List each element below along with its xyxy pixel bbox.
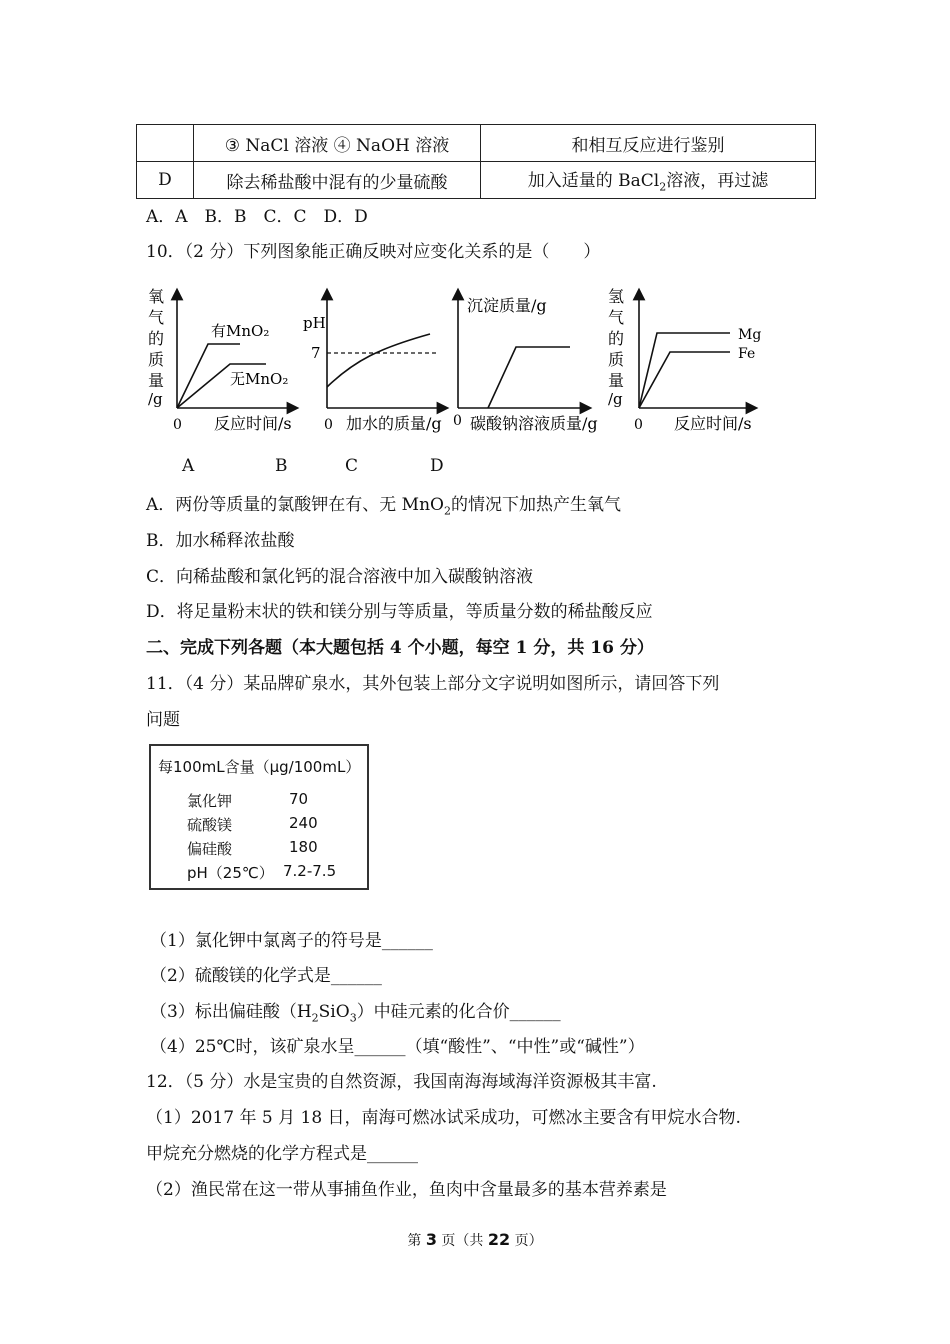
graph-b-xlabel: 加水的质量/g [346,414,442,433]
graph-a-ylabel: /g [148,390,163,408]
graph-c-ylabel: 沉淀质量/g [467,296,547,315]
graph-b [303,294,443,433]
table-row [137,125,816,162]
graph-c [453,294,598,433]
graph-b-origin: 0 [324,417,333,433]
graph-letter-a: A [182,456,195,476]
section-heading: 二、完成下列各题（本大题包括 4 个小题，每空 1 分，共 16 分） [146,638,654,658]
graph-letter-b: B [275,456,288,476]
graph-a-ylabel: 的 [148,329,165,348]
graph-d-xlabel: 反应时间/s [674,414,752,433]
table-cell: D [137,162,194,199]
water-label [149,744,369,890]
graph-a-ylabel: 质 [148,350,165,369]
graph-letter-c: C [345,456,359,476]
water-label-name: 氯化钾 [187,792,233,810]
graph-d-ylabel: 氢 [608,287,625,306]
graph-d-ylabel: /g [608,390,623,408]
q12-sub1: （1）2017 年 5 月 18 日，南海可燃冰试采成功，可燃冰主要含有甲烷水合物. [146,1108,741,1128]
graph-a-xlabel: 反应时间/s [214,414,292,433]
graph-b-curve [327,334,430,387]
q10-stem: 10．（2 分）下列图象能正确反映对应变化关系的是（ ） [146,242,601,262]
q12-stem: 12．（5 分）水是宝贵的自然资源，我国南海海域海洋资源极其丰富. [146,1072,657,1092]
graph-a-label-without: 无MnO₂ [230,370,289,388]
q11-stem: 11．（4 分）某品牌矿泉水，其外包装上部分文字说明如图所示，请回答下列 [146,674,720,694]
graph-d-label-mg: Mg [738,327,762,343]
q10-option-d: D．将足量粉末状的铁和镁分别与等质量，等质量分数的稀盐酸反应 [146,602,653,622]
q10-option-b: B．加水稀释浓盐酸 [146,531,295,551]
water-label-name: pH（25℃） [187,864,274,882]
table-cell [137,125,194,162]
water-label-value: 180 [289,838,318,856]
graph-b-ref-label: 7 [311,344,321,362]
water-label-value: 240 [289,814,318,832]
graph-a-ylabel: 气 [148,308,165,327]
graph-d-ylabel: 质 [608,350,625,369]
water-label-value: 70 [289,790,309,808]
graph-c-origin: 0 [453,413,462,429]
graph-d [608,287,761,433]
q11-sub2: （2）硫酸镁的化学式是______ [150,966,382,986]
graph-d-curve-mg [639,333,730,408]
graph-a-origin: 0 [173,417,182,433]
q11-sub1: （1）氯化钾中氯离子的符号是______ [150,931,433,951]
graph-d-label-fe: Fe [738,346,756,362]
graph-d-ylabel: 气 [608,308,625,327]
water-label-name: 硫酸镁 [187,816,233,834]
table-row [137,162,816,199]
graph-a-label-with: 有MnO₂ [211,322,270,340]
graph-d-ylabel: 的 [608,329,625,348]
graph-b-ylabel: pH [303,314,326,332]
q10-option-c: C．向稀盐酸和氯化钙的混合溶液中加入碳酸钠溶液 [146,567,534,587]
graph-a-ylabel: 氧 [148,287,165,306]
q10-option-a: A．两份等质量的氯酸钾在有、无 MnO$_2$的情况下加热产生氧气 [146,495,621,518]
q10-graphs [140,280,780,440]
water-label-name: 偏硅酸 [187,840,233,858]
water-label-header: 每100mL含量（μg/100mL） [158,758,361,776]
graph-c-curve [488,347,570,408]
table-cell: 除去稀盐酸中混有的少量硫酸 [194,162,481,199]
graph-a [148,287,293,433]
q12-sub1-cont: 甲烷充分燃烧的化学方程式是______ [146,1144,418,1164]
page-total: 22 [487,1230,511,1249]
graph-d-ylabel: 量 [608,371,625,390]
q11-sub3: （3）标出偏硅酸$(H_2SiO_3)$中硅元素的化合价______ [150,1002,561,1025]
table-cell: 加入适量的 BaCl$_2$溶液，再过滤 [481,162,816,199]
table-cell: ③ NaCl 溶液 ④ NaOH 溶液 [194,125,481,162]
page-number: 3 [425,1230,437,1249]
water-label-value: 7.2-7.5 [283,862,337,880]
q11-sub4: （4）25℃时，该矿泉水呈______（填“酸性”、“中性”或“碱性”） [150,1037,645,1057]
graph-d-curve-fe [639,352,730,408]
page-footer: 第 3 页（共 22 页） [407,1230,543,1249]
graph-letter-d: D [430,456,444,476]
graph-d-origin: 0 [634,417,643,433]
q11-stem-cont: 问题 [146,710,180,730]
graph-c-xlabel: 碳酸钠溶液质量/g [470,414,598,433]
reagent-table [136,124,816,199]
q9-options: A．A B．B C．C D．D [146,207,368,227]
graph-a-ylabel: 量 [148,371,165,390]
q12-sub2: （2）渔民常在这一带从事捕鱼作业，鱼肉中含量最多的基本营养素是 [146,1180,667,1200]
table-cell: 和相互反应进行鉴别 [481,125,816,162]
